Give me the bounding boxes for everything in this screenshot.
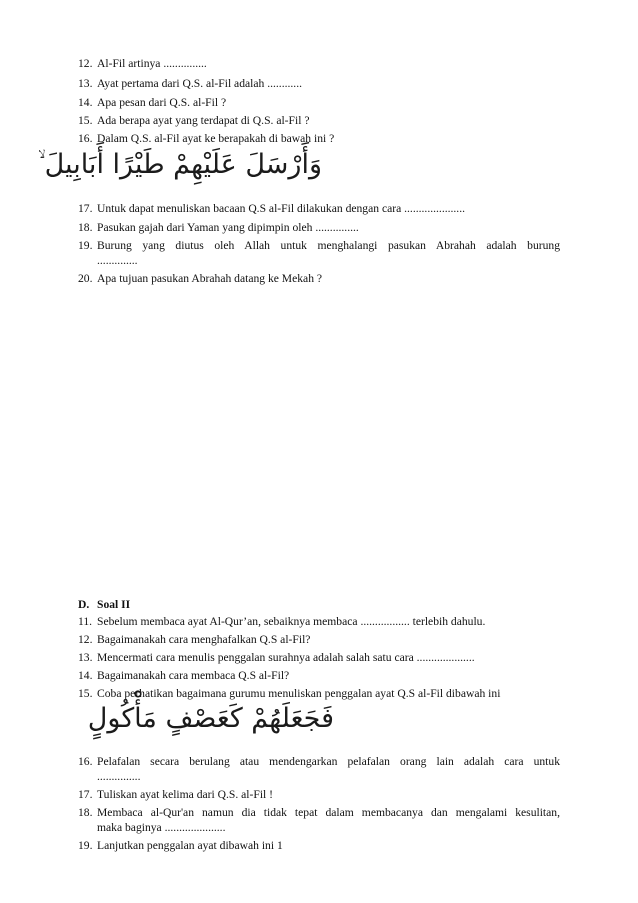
question-number: 19. (78, 839, 93, 852)
question-text: Apa pesan dari Q.S. al-Fil ? (97, 96, 227, 109)
question-text: Untuk dapat menuliskan bacaan Q.S al-Fil dilakukan dengan cara ..................... (97, 202, 466, 215)
question-d-11 (78, 614, 560, 629)
question-number: 11. (78, 615, 93, 628)
question-number: 13. (78, 77, 93, 90)
question-c-17 (78, 201, 560, 216)
question-d-17 (78, 787, 560, 802)
question-text: Sebelum membaca ayat Al-Qur’an, sebaiknya membaca ................. terlebih dahulu. (97, 615, 486, 628)
question-number: 13. (78, 651, 93, 664)
question-d-12 (78, 632, 560, 647)
question-number: 14. (78, 96, 93, 109)
question-number: 12. (78, 633, 93, 646)
question-c-19 (78, 238, 560, 253)
question-text: Tuliskan ayat kelima dari Q.S. al-Fil ! (97, 788, 274, 801)
question-number: 15. (78, 114, 93, 127)
question-text: Bagaimanakah cara menghafalkan Q.S al-Fil? (97, 633, 311, 646)
question-number: 16. (78, 132, 93, 145)
question-c-14 (78, 95, 560, 110)
question-d-16-blank: ............... (97, 770, 141, 783)
question-c-13 (78, 76, 560, 91)
question-number: 18. (78, 806, 93, 819)
question-d-13 (78, 650, 560, 665)
question-text: Lanjutkan penggalan ayat dibawah ini 1 (97, 839, 283, 852)
arabic-verse-image: فَجَعَلَهُمْ كَعَصْفٍ مَأْكُولٍ (87, 703, 334, 734)
question-number: 14. (78, 669, 93, 682)
arabic-verse-image: وَأَرْسَلَ عَلَيْهِمْ طَيْرًا أَبَابِيلَ ۙ (37, 149, 322, 180)
question-text: Bagaimanakah cara membaca Q.S al-Fil? (97, 669, 290, 682)
question-d-18 (78, 805, 560, 820)
question-c-15 (78, 113, 560, 128)
question-d-19 (78, 838, 560, 853)
question-number: 19. (78, 239, 93, 252)
question-number: 12. (78, 57, 93, 70)
question-number: 15. (78, 687, 93, 700)
question-text: Mencermati cara menulis penggalan surahnya adalah salah satu cara .................... (97, 651, 475, 664)
question-text: Ayat pertama dari Q.S. al-Fil adalah ............ (97, 77, 302, 90)
question-number: 18. (78, 221, 93, 234)
question-text: Ada berapa ayat yang terdapat di Q.S. al-Fil ? (97, 114, 310, 127)
question-c-16 (78, 131, 560, 146)
question-c-19-blank: .............. (97, 254, 138, 267)
question-text: Pasukan gajah dari Yaman yang dipimpin oleh ............... (97, 221, 359, 234)
question-d-14 (78, 668, 560, 683)
section-letter: D. (78, 598, 90, 611)
question-d-16 (78, 754, 560, 769)
question-c-12 (78, 56, 560, 71)
section-title: Soal II (97, 598, 131, 611)
question-c-20 (78, 271, 560, 286)
question-number: 16. (78, 755, 93, 768)
question-number: 17. (78, 788, 93, 801)
question-text: Al-Fil artinya ............... (97, 57, 207, 70)
question-text: Pelafalan secara berulang atau mendengarkan pelafalan orang lain adalah cara untuk (97, 755, 560, 768)
question-number: 20. (78, 272, 93, 285)
section-heading (78, 598, 130, 611)
question-text: Coba perhatikan bagaimana gurumu menuliskan penggalan ayat Q.S al-Fil dibawah ini (97, 687, 501, 700)
question-text: Apa tujuan pasukan Abrahah datang ke Mekah ? (97, 272, 323, 285)
question-text: Burung yang diutus oleh Allah untuk menghalangi pasukan Abrahah adalah burung (97, 239, 560, 252)
question-text: Dalam Q.S. al-Fil ayat ke berapakah di bawah ini ? (97, 132, 335, 145)
question-number: 17. (78, 202, 93, 215)
question-d-18-cont: maka baginya ..................... (97, 821, 226, 834)
question-d-15 (78, 686, 560, 701)
question-c-18 (78, 220, 560, 235)
question-text: Membaca al-Qur'an namun dia tidak tepat dalam membacanya dan mengalami kesulitan, (97, 806, 560, 819)
